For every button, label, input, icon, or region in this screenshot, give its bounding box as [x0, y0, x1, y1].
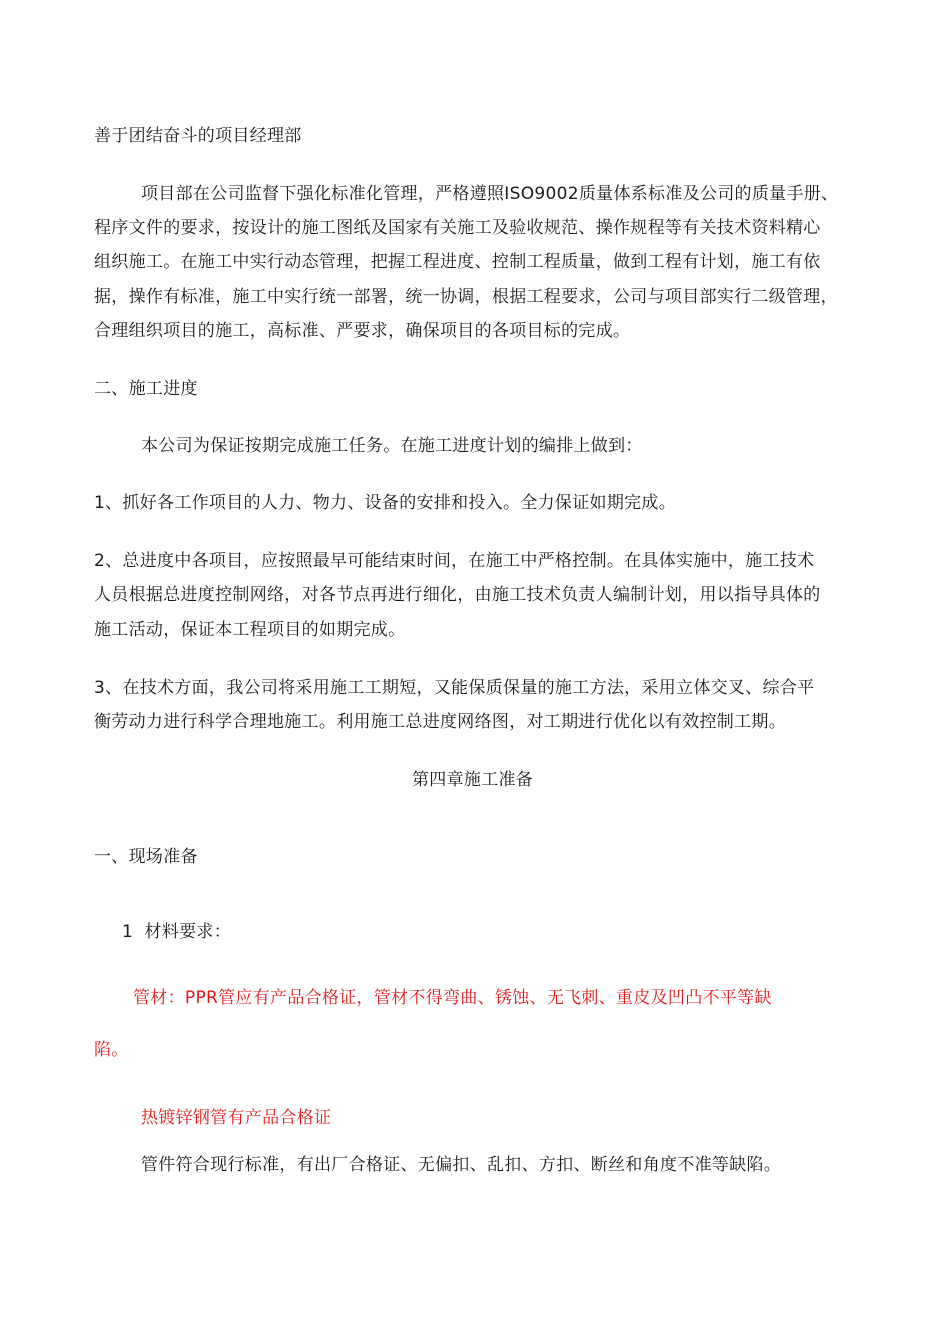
schedule-item-2-line: 施工活动，保证本工程项目的如期完成。: [94, 620, 406, 640]
galvanized-requirement: 热镀锌钢管有产品合格证: [141, 1108, 332, 1128]
chapter-title: 第四章施工准备: [412, 770, 534, 790]
management-para-line: 组织施工。在施工中实行动态管理，把握工程进度、控制工程质量，做到工程有计划，施工有依: [94, 252, 821, 272]
management-para-line: 据，操作有标准，施工中实行统一部署，统一协调，根据工程要求，公司与项目部实行二级管理，: [94, 287, 838, 307]
ppr-requirement-line: 陷。: [94, 1040, 129, 1060]
section-title-schedule: 二、施工进度: [94, 379, 198, 399]
management-para-line: 合理组织项目的施工，高标准、严要求，确保项目的各项目标的完成。: [94, 321, 631, 341]
management-para-line: 程序文件的要求，按设计的施工图纸及国家有关施工及验收规范、操作规程等有关技术资料精心: [94, 218, 821, 238]
section-title-site: 一、现场准备: [94, 847, 198, 867]
schedule-item-3-line: 衡劳动力进行科学合理地施工。利用施工总进度网络图，对工期进行优化以有效控制工期。: [94, 712, 786, 732]
ppr-requirement-line: 管材：PPR管应有产品合格证，管材不得弯曲、锈蚀、无飞刺、重皮及凹凸不平等缺: [133, 988, 772, 1008]
schedule-item-3-line: 3、在技术方面，我公司将采用施工工期短，又能保质保量的施工方法，采用立体交叉、综合平: [94, 678, 815, 698]
team-heading: 善于团结奋斗的项目经理部: [94, 126, 302, 146]
fittings-requirement: 管件符合现行标准，有出厂合格证、无偏扣、乱扣、方扣、断丝和角度不准等缺陷。: [141, 1155, 782, 1175]
schedule-intro: 本公司为保证按期完成施工任务。在施工进度计划的编排上做到：: [141, 436, 643, 456]
management-para-line: 项目部在公司监督下强化标准化管理，严格遵照ISO9002质量体系标准及公司的质量手册、: [141, 184, 839, 204]
schedule-item-1: 1、抓好各工作项目的人力、物力、设备的安排和投入。全力保证如期完成。: [94, 493, 677, 513]
schedule-item-2-line: 人员根据总进度控制网络，对各节点再进行细化，由施工技术负责人编制计划，用以指导具体的: [94, 585, 821, 605]
schedule-item-2-line: 2、总进度中各项目，应按照最早可能结束时间，在施工中严格控制。在具体实施中，施工技术: [94, 551, 815, 571]
material-title: 1 材料要求：: [122, 922, 232, 942]
